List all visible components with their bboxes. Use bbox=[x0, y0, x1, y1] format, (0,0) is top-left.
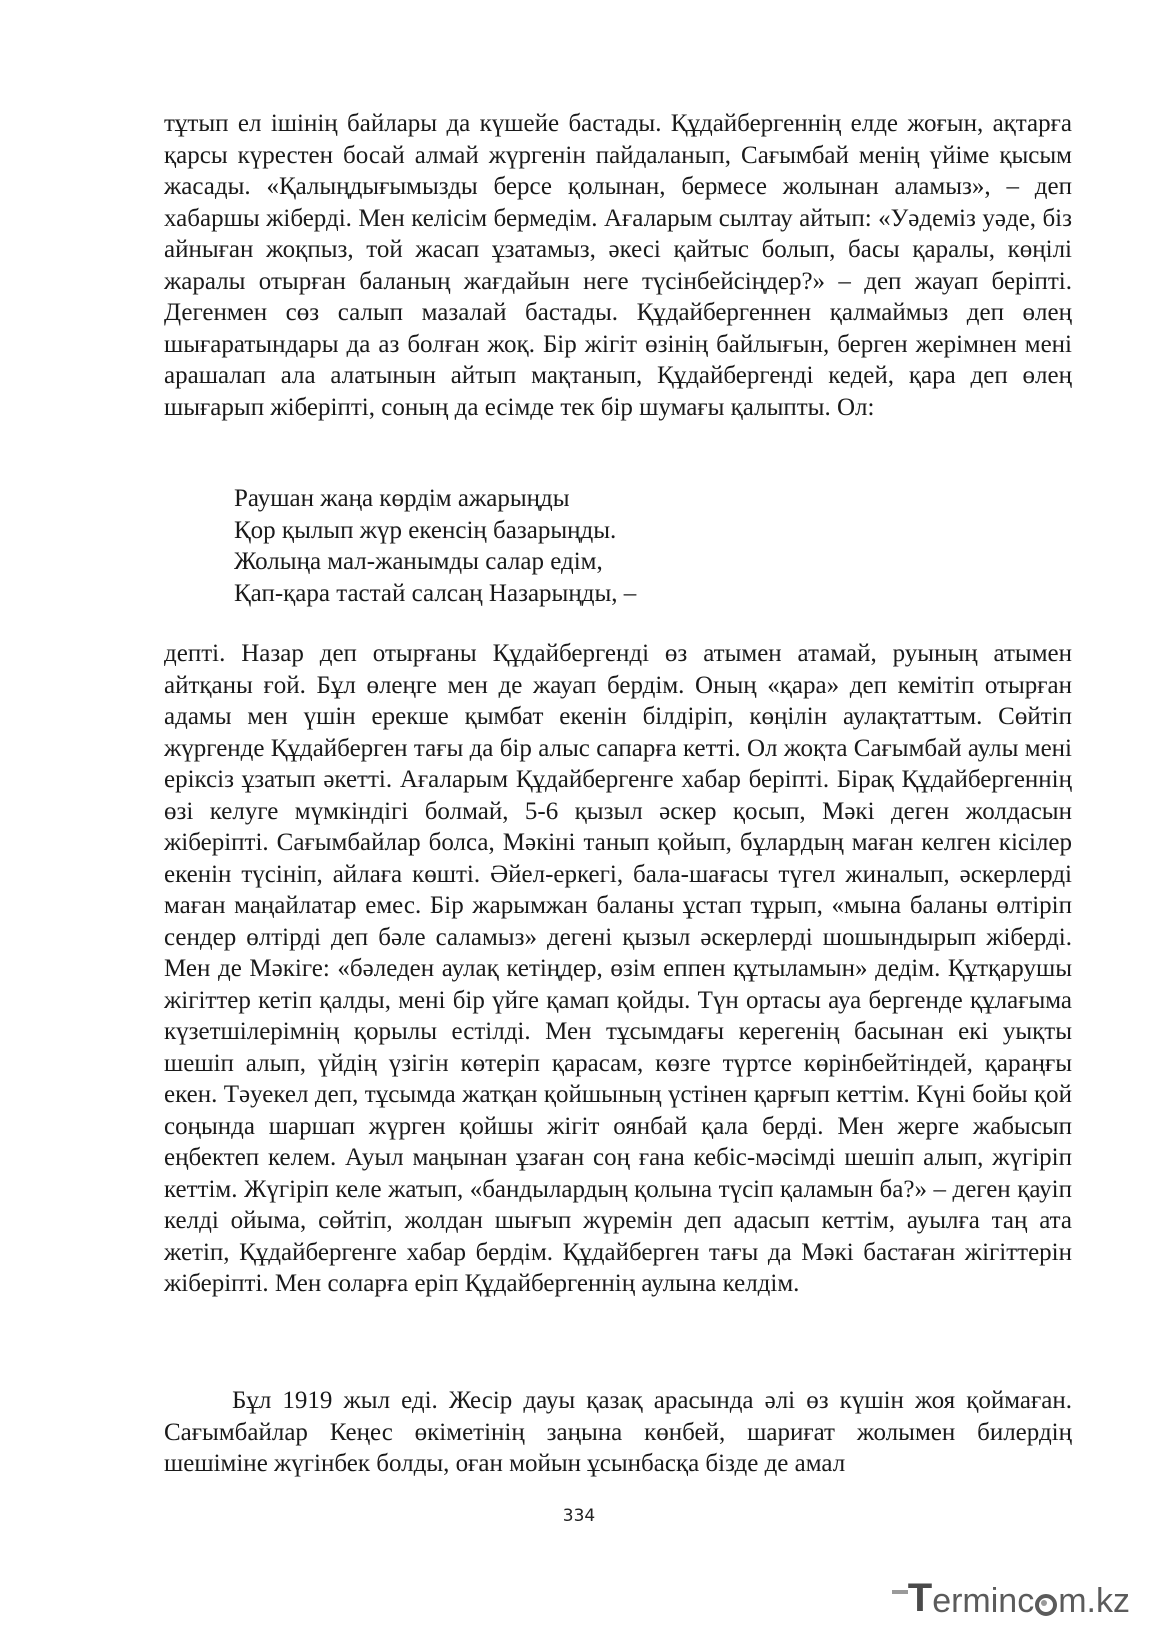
termincom-watermark-logo bbox=[908, 1568, 1130, 1618]
watermark-o-icon bbox=[1035, 1594, 1057, 1616]
page-number: 334 bbox=[562, 1506, 596, 1526]
paragraph-3-text: Бұл 1919 жыл еді. Жесір дауы қазақ арасында әлі өз күшін жоя қоймаған. Сағымбайлар Кеңес өкіметінің заңына көнбей, шариғат жолымен билердің шешіміне жүгінбек болды, оған мойын ұсынбасқа бізде де амал bbox=[164, 1387, 1072, 1477]
poem-line-3: Жолыңа мал-жанымды салар едім, bbox=[234, 548, 603, 575]
poem-stanza bbox=[234, 483, 636, 609]
poem-line-1: Раушан жаңа көрдім ажарыңды bbox=[234, 485, 570, 512]
poem-line-4: Қап-қара тастай салсаң Назарыңды, – bbox=[234, 579, 637, 607]
watermark-text-end: m.kz bbox=[1058, 1582, 1130, 1620]
paragraph-2: депті. Назар деп отырғаны Құдайбергенді өз атымен атамай, руының атымен айтқаны ғой. Бұл өлеңге мен де жауап бердім. Оның «қара» деп кемітіп отырған адамы мен үшін ерекше қымбат екенін білдіріп, көңілін аулақтаттым. Сөйтіп жүргенде Құдайберген тағы да бір алыс сапарға кетті. Ол жоқта Сағымбай аулы мені еріксіз ұзатып әкетті. Ағаларым Құдайбергенге хабар беріпті. Бірақ Құдайбергеннің өзі келуге мүмкіндігі болмай, 5-6 қызыл әскер қосып, Мәкі деген жолдасын жіберіпті. Сағымбайлар болса, Мәкіні танып қойып, бұлардың маған келген кісілер екенін түсініп, айлаға көшті. Әйел-еркегі, бала-шағасы түгел жиналып, әскерлерді маған маңайлатар емес. Бір жарымжан баланы ұстап тұрып, «мына баланы өлтіріп сендер өлтірді деп бәле саламыз» дегені қызыл әскерлерді шошындырып жіберді. Мен де Мәкіге: «бәледен аулақ кетіңдер, өзім еппен құтыламын» дедім. Құтқарушы жігіттер кетіп қалды, мені бір үйге қамап қойды. Түн ортасы ауа бергенде құлағыма күзетшілерімнің қорылы естілді. Мен тұсымдағы керегенің басынан екі уықты шешіп алып, үйдің үзігін көтеріп қарасам, көзге түртсе көрінбейтіндей, қараңғы екен. Тәуекел деп, тұсымда жатқан қойшының үстінен қарғып кеттім. Күні бойы қой соңында шаршап жүрген қойшы жігіт оянбай қала берді. Мен жерге жабысып еңбектеп келем. Ауыл маңынан ұзаған соң ғана кебіс-мәсімді шешіп алып, жүгіріп кеттім. Жүгіріп келе жатып, «бандылардың қолына түсіп қаламын ба?» – деген қауіп келді ойыма, сөйтіп, жолдан шығып жүремін деп адасып кеттім, ауылға таң ата жетіп, Құдайбергенге хабар бердім. Құдайберген тағы да Мәкі бастаған жігіттерін жіберіпті. Мен соларға еріп Құдайбергеннің аулына келдім. bbox=[164, 640, 1072, 1297]
watermark-text-middle: erminc bbox=[932, 1582, 1035, 1620]
poem-line-2: Қор қылып жүр екенсің базарыңды. bbox=[234, 516, 617, 544]
paragraph-3 bbox=[164, 1385, 1072, 1480]
paragraph-1: тұтып ел ішінің байлары да күшейе бастады. Құдайбергеннің елде жоғын, ақтарға қарсы күрестен босай алмай жүргенін пайдаланып, Сағымбай менің үйіме қысым жасады. «Қалыңдығымызды берсе қолынан, бермесе жолынан аламыз», – деп хабаршы жіберді. Мен келісім бермедім. Ағаларым сылтау айтып: «Уәдеміз уәде, біз айныған жоқпыз, той жасап ұзатамыз, әкесі қайтыс болып, басы қаралы, көңілі жаралы отырған баланың жағдайын неге түсінбейсіңдер?» – деп жауап беріпті. Дегенмен сөз салып мазалай бастады. Құдайбергеннен қалмаймыз деп өлең шығаратындары да аз болған жоқ. Бір жігіт өзінің байлығын, берген жерімнен мені арашалап ала алатынын айтып мақтанып, Құдайбергенді кедей, қара деп өлең шығарып жіберіпті, соның да есімде тек бір шумағы қалыпты. Ол: bbox=[164, 110, 1072, 421]
watermark-letter-t: T bbox=[907, 1576, 933, 1620]
